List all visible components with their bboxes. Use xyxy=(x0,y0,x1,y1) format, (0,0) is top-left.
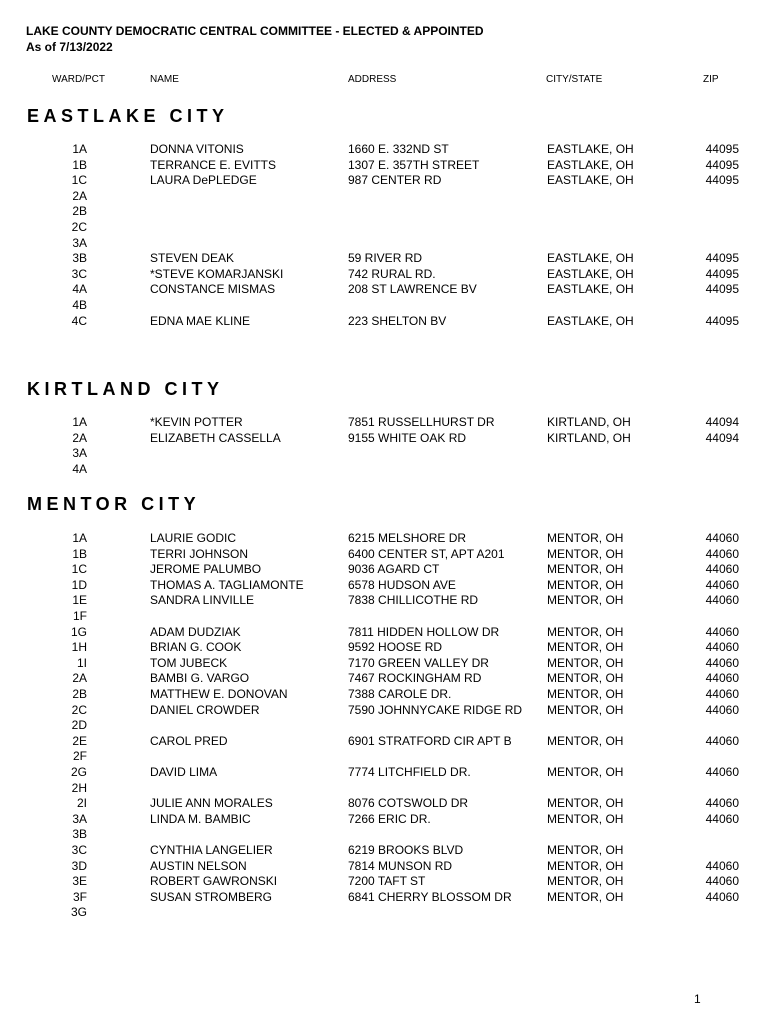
address-cell: 7851 RUSSELLHURST DR xyxy=(348,415,495,429)
address-cell: 6578 HUDSON AVE xyxy=(348,577,456,592)
table-row xyxy=(0,718,770,734)
zip-cell: 44060 xyxy=(705,593,739,608)
table-row xyxy=(0,267,770,283)
ward-cell: 1B xyxy=(72,546,87,561)
ward-cell: 3A xyxy=(72,811,87,826)
address-cell: 742 RURAL RD. xyxy=(348,266,436,281)
ward-cell: 2H xyxy=(71,780,87,795)
ward-cell: 3C xyxy=(71,266,87,281)
city-state-cell: EASTLAKE, OH xyxy=(547,313,634,328)
ward-cell: 2F xyxy=(72,749,87,764)
zip-cell: 44060 xyxy=(705,765,739,779)
address-cell: 7467 ROCKINGHAM RD xyxy=(348,671,482,686)
table-row xyxy=(0,749,770,765)
document-header xyxy=(26,24,484,55)
table-row xyxy=(0,905,770,921)
table-row xyxy=(0,142,770,158)
ward-cell: 2A xyxy=(72,188,87,203)
table-row xyxy=(0,827,770,843)
city-state-cell: MENTOR, OH xyxy=(547,858,624,873)
name-cell: JULIE ANN MORALES xyxy=(150,796,273,811)
table-row xyxy=(0,204,770,220)
table-row xyxy=(0,874,770,890)
zip-cell: 44060 xyxy=(705,874,739,889)
ward-cell: 3C xyxy=(71,843,87,857)
zip-cell: 44060 xyxy=(705,562,739,577)
ward-cell: 2A xyxy=(72,430,87,445)
column-header-address: ADDRESS xyxy=(348,74,397,85)
name-cell: TERRI JOHNSON xyxy=(150,546,249,561)
name-cell: DAVID LIMA xyxy=(150,765,218,779)
city-state-cell: KIRTLAND, OH xyxy=(547,415,631,429)
zip-cell: 44060 xyxy=(705,796,739,811)
section-title-mentor: MENTOR CITY xyxy=(27,494,201,514)
name-cell: ELIZABETH CASSELLA xyxy=(150,430,281,445)
section-title-kirtland: KIRTLAND CITY xyxy=(27,379,224,399)
name-cell: CAROL PRED xyxy=(150,733,228,748)
ward-cell: 2E xyxy=(72,733,87,748)
table-row xyxy=(0,415,770,431)
column-header-city: CITY/STATE xyxy=(546,74,603,85)
ward-cell: 3B xyxy=(72,251,87,266)
ward-cell: 1B xyxy=(72,157,87,172)
table-row xyxy=(0,765,770,781)
ward-cell: 1F xyxy=(72,609,87,623)
city-state-cell: EASTLAKE, OH xyxy=(547,173,634,188)
table-row xyxy=(0,593,770,609)
zip-cell: 44060 xyxy=(705,889,739,904)
zip-cell: 44095 xyxy=(705,313,739,328)
address-cell: 6841 CHERRY BLOSSOM DR xyxy=(348,889,512,904)
address-cell: 6215 MELSHORE DR xyxy=(348,531,467,545)
ward-cell: 2G xyxy=(70,765,87,779)
city-state-cell: MENTOR, OH xyxy=(547,733,624,748)
table-row xyxy=(0,562,770,578)
city-state-cell: MENTOR, OH xyxy=(547,593,624,608)
address-cell: 1660 E. 332ND ST xyxy=(348,142,449,156)
table-row xyxy=(0,578,770,594)
city-state-cell: MENTOR, OH xyxy=(547,702,624,717)
name-cell: AUSTIN NELSON xyxy=(150,858,247,873)
city-state-cell: EASTLAKE, OH xyxy=(547,157,634,172)
address-cell: 7200 TAFT ST xyxy=(348,874,426,889)
ward-cell: 3G xyxy=(70,905,87,920)
ward-cell: 3A xyxy=(72,446,87,461)
ward-cell: 1C xyxy=(71,562,87,577)
table-row xyxy=(0,656,770,672)
table-row xyxy=(0,640,770,656)
name-cell: SANDRA LINVILLE xyxy=(150,593,255,608)
zip-cell: 44095 xyxy=(705,157,739,172)
name-cell: BAMBI G. VARGO xyxy=(150,671,250,686)
name-cell: THOMAS A. TAGLIAMONTE xyxy=(150,577,304,592)
document-title: LAKE COUNTY DEMOCRATIC CENTRAL COMMITTEE - ELECTED & APPOINTED xyxy=(26,24,484,38)
table-row xyxy=(0,446,770,462)
table-row xyxy=(0,843,770,859)
address-cell: 7266 ERIC DR. xyxy=(348,811,431,826)
name-cell: TERRANCE E. EVITTS xyxy=(150,157,277,172)
name-cell: MATTHEW E. DONOVAN xyxy=(150,687,288,701)
zip-cell: 44060 xyxy=(705,655,739,670)
zip-cell: 44060 xyxy=(705,577,739,592)
table-row xyxy=(0,625,770,641)
table-row xyxy=(0,547,770,563)
table-row xyxy=(0,671,770,687)
name-cell: ROBERT GAWRONSKI xyxy=(150,874,278,889)
table-row xyxy=(0,431,770,447)
ward-cell: 2D xyxy=(71,718,87,733)
address-cell: 7170 GREEN VALLEY DR xyxy=(348,655,489,670)
zip-cell: 44095 xyxy=(705,173,739,188)
table-row xyxy=(0,859,770,875)
address-cell: 223 SHELTON BV xyxy=(348,313,447,328)
name-cell: DANIEL CROWDER xyxy=(150,702,260,717)
column-header-ward: WARD/PCT xyxy=(52,74,105,85)
table-row xyxy=(0,812,770,828)
table-row xyxy=(0,890,770,906)
zip-cell: 44060 xyxy=(705,624,739,639)
city-state-cell: MENTOR, OH xyxy=(547,843,624,857)
zip-cell: 44094 xyxy=(705,430,739,445)
name-cell: TOM JUBECK xyxy=(150,655,228,670)
zip-cell: 44060 xyxy=(705,546,739,561)
city-state-cell: MENTOR, OH xyxy=(547,640,624,655)
ward-cell: 4A xyxy=(72,282,87,297)
city-state-cell: EASTLAKE, OH xyxy=(547,282,634,297)
ward-cell: 3D xyxy=(71,858,87,873)
table-row xyxy=(0,282,770,298)
name-cell: LINDA M. BAMBIC xyxy=(150,811,251,826)
zip-cell: 44060 xyxy=(705,733,739,748)
name-cell: EDNA MAE KLINE xyxy=(150,313,251,328)
table-row xyxy=(0,609,770,625)
ward-cell: 2I xyxy=(76,796,87,811)
ward-cell: 2C xyxy=(71,220,87,234)
ward-cell: 1D xyxy=(71,577,87,592)
zip-cell: 44060 xyxy=(705,702,739,717)
address-cell: 6400 CENTER ST, APT A201 xyxy=(348,546,505,561)
table-row xyxy=(0,158,770,174)
zip-cell: 44095 xyxy=(705,251,739,266)
name-cell: ADAM DUDZIAK xyxy=(150,624,241,639)
ward-cell: 3F xyxy=(72,889,87,904)
address-cell: 7774 LITCHFIELD DR. xyxy=(348,765,471,779)
table-row xyxy=(0,687,770,703)
city-state-cell: MENTOR, OH xyxy=(547,577,624,592)
address-cell: 1307 E. 357TH STREET xyxy=(348,157,480,172)
ward-cell: 1H xyxy=(71,640,87,655)
name-cell: CONSTANCE MISMAS xyxy=(150,282,276,297)
address-cell: 7814 MUNSON RD xyxy=(348,858,453,873)
column-header-name: NAME xyxy=(150,74,179,85)
name-cell: STEVEN DEAK xyxy=(150,251,235,266)
address-cell: 9592 HOOSE RD xyxy=(348,640,443,655)
ward-cell: 1A xyxy=(72,415,87,429)
ward-cell: 2B xyxy=(72,204,87,219)
zip-cell: 44060 xyxy=(705,531,739,545)
name-cell: BRIAN G. COOK xyxy=(150,640,242,655)
name-cell: CYNTHIA LANGELIER xyxy=(150,843,273,857)
city-state-cell: MENTOR, OH xyxy=(547,687,624,701)
table-row xyxy=(0,314,770,330)
table-row xyxy=(0,734,770,750)
ward-cell: 3B xyxy=(72,827,87,842)
zip-cell: 44060 xyxy=(705,811,739,826)
city-state-cell: MENTOR, OH xyxy=(547,671,624,686)
column-header-zip: ZIP xyxy=(703,74,719,85)
city-state-cell: MENTOR, OH xyxy=(547,796,624,811)
zip-cell: 44094 xyxy=(705,415,739,429)
name-cell: DONNA VITONIS xyxy=(150,142,244,156)
table-row xyxy=(0,251,770,267)
ward-cell: 4A xyxy=(72,461,87,476)
ward-cell: 3A xyxy=(72,235,87,250)
table-row xyxy=(0,173,770,189)
page-number: 1 xyxy=(694,992,701,1006)
name-cell: JEROME PALUMBO xyxy=(150,562,262,577)
city-state-cell: MENTOR, OH xyxy=(547,546,624,561)
address-cell: 6219 BROOKS BLVD xyxy=(348,843,464,857)
ward-cell: 2C xyxy=(71,702,87,717)
address-cell: 7590 JOHNNYCAKE RIDGE RD xyxy=(348,702,523,717)
city-state-cell: MENTOR, OH xyxy=(547,889,624,904)
ward-cell: 1E xyxy=(72,593,87,608)
ward-cell: 4B xyxy=(72,298,87,312)
address-cell: 208 ST LAWRENCE BV xyxy=(348,282,477,297)
zip-cell: 44095 xyxy=(705,282,739,297)
name-cell: LAURA DePLEDGE xyxy=(150,173,257,188)
zip-cell: 44060 xyxy=(705,687,739,701)
address-cell: 9155 WHITE OAK RD xyxy=(348,430,467,445)
city-state-cell: KIRTLAND, OH xyxy=(547,430,631,445)
city-state-cell: MENTOR, OH xyxy=(547,765,624,779)
city-state-cell: MENTOR, OH xyxy=(547,562,624,577)
section-title-eastlake: EASTLAKE CITY xyxy=(27,106,229,126)
address-cell: 8076 COTSWOLD DR xyxy=(348,796,469,811)
table-row xyxy=(0,531,770,547)
ward-cell: 2A xyxy=(72,671,87,686)
address-cell: 6901 STRATFORD CIR APT B xyxy=(348,733,512,748)
name-cell: *KEVIN POTTER xyxy=(150,415,243,429)
city-state-cell: MENTOR, OH xyxy=(547,655,624,670)
ward-cell: 4C xyxy=(71,313,87,328)
address-cell: 7838 CHILLICOTHE RD xyxy=(348,593,479,608)
ward-cell: 1A xyxy=(72,531,87,545)
city-state-cell: EASTLAKE, OH xyxy=(547,251,634,266)
address-cell: 7388 CAROLE DR. xyxy=(348,687,452,701)
address-cell: 9036 AGARD CT xyxy=(348,562,440,577)
name-cell: *STEVE KOMARJANSKI xyxy=(150,266,284,281)
name-cell: SUSAN STROMBERG xyxy=(150,889,273,904)
address-cell: 59 RIVER RD xyxy=(348,251,423,266)
address-cell: 7811 HIDDEN HOLLOW DR xyxy=(348,624,500,639)
table-row xyxy=(0,462,770,478)
city-state-cell: MENTOR, OH xyxy=(547,811,624,826)
table-row xyxy=(0,781,770,797)
city-state-cell: MENTOR, OH xyxy=(547,874,624,889)
ward-cell: 3E xyxy=(72,874,87,889)
city-state-cell: EASTLAKE, OH xyxy=(547,142,634,156)
ward-cell: 1A xyxy=(72,142,87,156)
city-state-cell: MENTOR, OH xyxy=(547,531,624,545)
city-state-cell: MENTOR, OH xyxy=(547,624,624,639)
table-row xyxy=(0,189,770,205)
ward-cell: 1C xyxy=(71,173,87,188)
name-cell: LAURIE GODIC xyxy=(150,531,237,545)
ward-cell: 1I xyxy=(76,655,87,670)
table-row xyxy=(0,236,770,252)
document-date: As of 7/13/2022 xyxy=(26,39,113,54)
address-cell: 987 CENTER RD xyxy=(348,173,442,188)
table-row xyxy=(0,298,770,314)
zip-cell: 44060 xyxy=(705,858,739,873)
table-row xyxy=(0,220,770,236)
zip-cell: 44060 xyxy=(705,640,739,655)
ward-cell: 1G xyxy=(70,624,87,639)
zip-cell: 44095 xyxy=(705,266,739,281)
ward-cell: 2B xyxy=(72,687,87,701)
city-state-cell: EASTLAKE, OH xyxy=(547,266,634,281)
table-row xyxy=(0,703,770,719)
table-row xyxy=(0,796,770,812)
zip-cell: 44095 xyxy=(705,142,739,156)
zip-cell: 44060 xyxy=(705,671,739,686)
